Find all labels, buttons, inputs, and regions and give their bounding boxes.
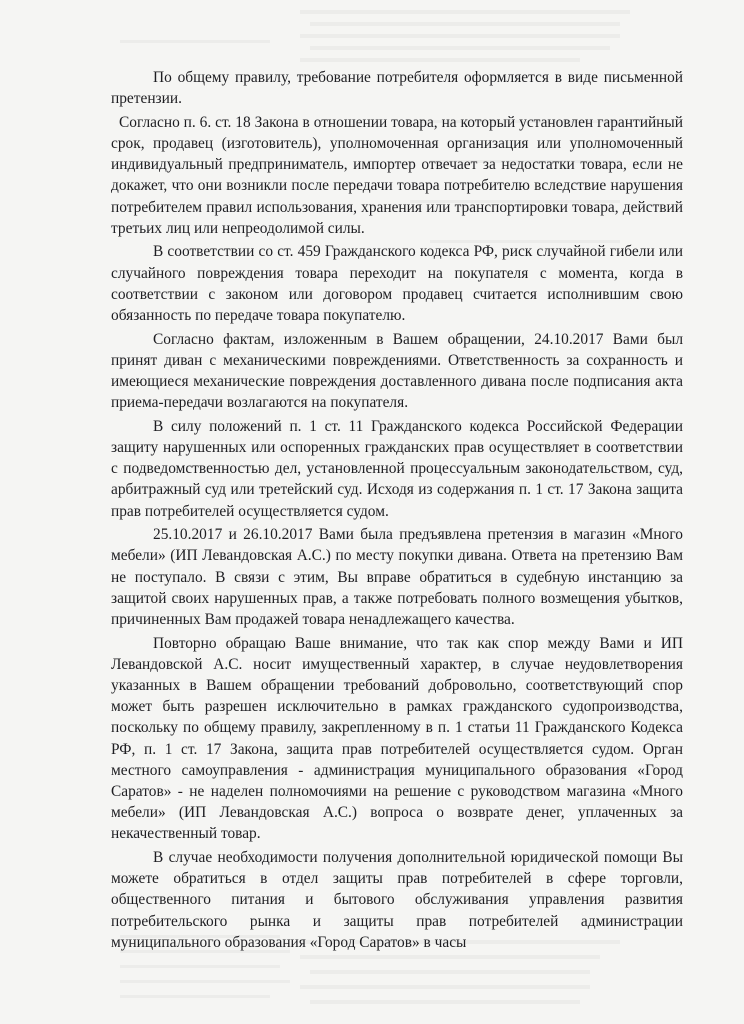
paragraph-legal-help: В случае необходимости получения дополнительной юридической помощи Вы можете обратиться в отдел защиты прав потребителей в сфере торговли, общественного питания и бытового обслуживания управления развития потребительского рынка и защиты прав потребителей администрации муниципального образования «Город Саратов» в часы	[111, 849, 683, 951]
paragraph-warranty: Согласно п. 6. ст. 18 Закона в отношении товара, на который установлен гарантийный срок, продавец (изготовитель), уполномоченная организация или уполномоченный индивидуальный предприниматель, импортер отвечает за недостатки товара, если не докажет, что они возникли после передачи товара потребителю вследствие нарушения потребителем правил использования, хранения или транспортировки товара, действий третьих лиц или непреодолимой силы.	[111, 113, 683, 237]
letter-body	[111, 67, 683, 955]
paragraph-court-protection: В силу положений п. 1 ст. 11 Гражданского кодекса Российской Федерации защиту нарушенных или оспоренных гражданских прав осуществляет в соответствии с подведомственностью дел, установленной процессуальным законодательством, суд, арбитражный суд или третейский суд. Исходя из содержания п. 1 ст. 17 Закона защита прав потребителей осуществляется судом.	[111, 417, 683, 520]
paragraph-risk-transfer: В соответствии со ст. 459 Гражданского кодекса РФ, риск случайной гибели или случайного повреждения товара переходит на покупателя с момента, когда в соответствии с законом или договором продавец считается исполнившим свою обязанность по передаче товара покупателю.	[111, 243, 683, 325]
paragraph-claim-form: По общему правилу, требование потребителя оформляется в виде письменной претензии.	[111, 69, 683, 108]
paragraph-claim-dates: 25.10.2017 и 26.10.2017 Вами была предъявлена претензия в магазин «Много мебели» (ИП Левандовская А.С.) по месту покупки дивана. Ответа на претензию Вам не поступало. В связи с этим, Вы вправе обратиться в судебную инстанцию за защитой своих нарушенных прав, а также потребовать полного возмещения убытков, причиненных Вам продажей товара ненадлежащего качества.	[111, 526, 683, 629]
paragraph-facts: Согласно фактам, изложенным в Вашем обращении, 24.10.2017 Вами был принят диван с механическими повреждениями. Ответственность за сохранность и имеющиеся механические повреждения доставленного дивана после подписания акта приема-передачи возлагаются на покупателя.	[111, 330, 683, 412]
paragraph-civil-procedure: Повторно обращаю Ваше внимание, что так как спор между Вами и ИП Левандовской А.С. носит имущественный характер, в случае неудовлетворения указанных в Вашем обращении требований добровольно, соответствующий спор может быть разрешен исключительно в рамках гражданского судопроизводства, поскольку по общему правилу, закрепленному в п. 1 статьи 11 Гражданского Кодекса РФ, п. 1 ст. 17 Закона, защита прав потребителей осуществляется судом. Орган местного самоуправления - администрация муниципального образования «Город Саратов» - не наделен полномочиями на решение с руководством магазина «Много мебели» (ИП Левандовская А.С.) вопроса о возврате денег, уплаченных за некачественный товар.	[111, 634, 683, 843]
